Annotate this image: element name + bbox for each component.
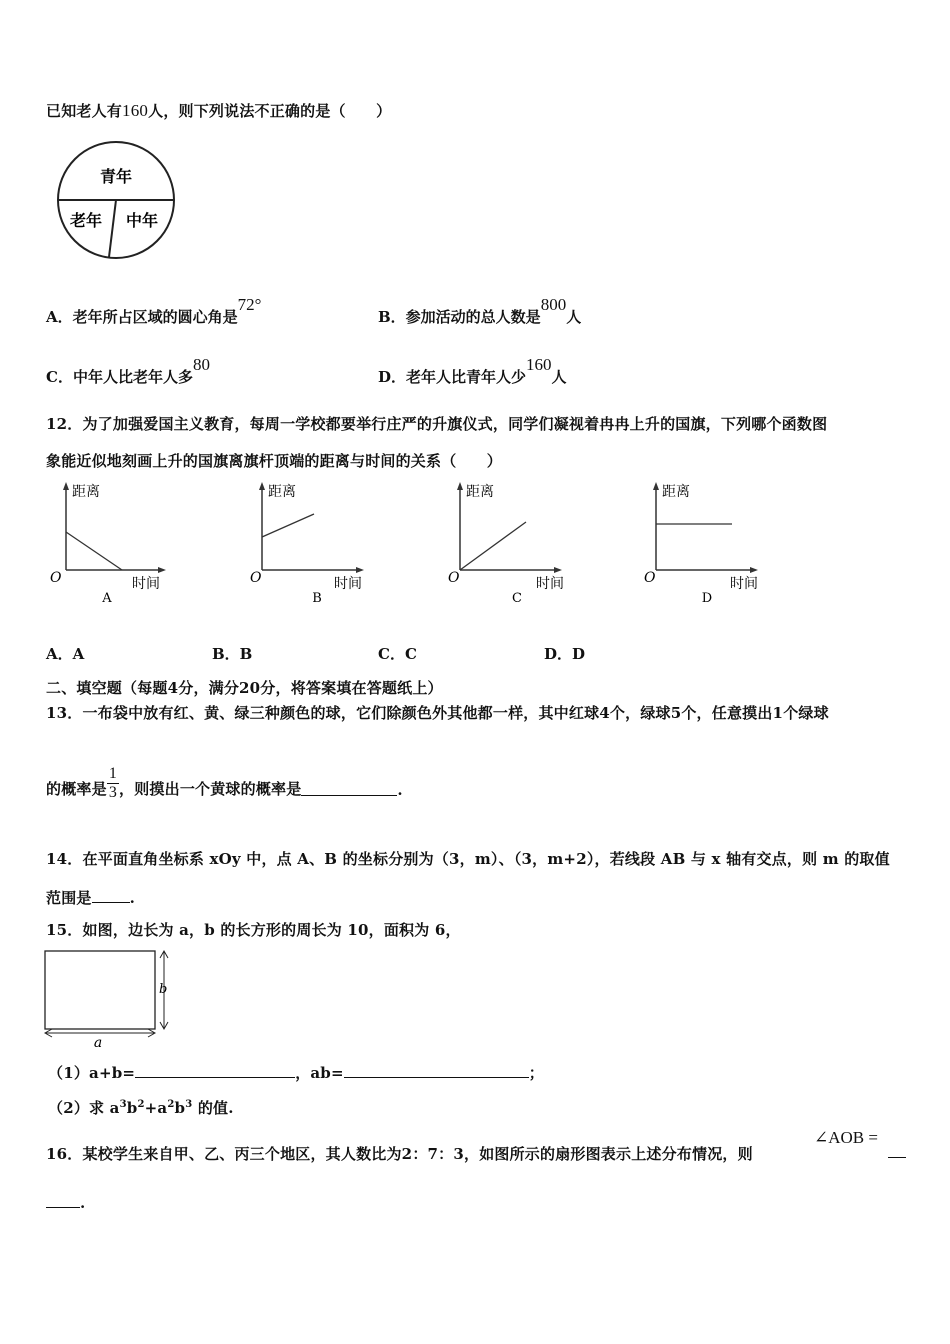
graph-d-xlabel: 时间 bbox=[730, 576, 758, 592]
graph-a-origin: O bbox=[50, 570, 62, 586]
q14-stem-line2: 范围是 . bbox=[46, 889, 136, 907]
graph-a-line bbox=[66, 532, 122, 570]
q16-answer-line: . bbox=[46, 1193, 85, 1212]
pie-divider-vertical bbox=[109, 200, 116, 257]
graph-b-caption: B bbox=[312, 591, 322, 606]
q12-option-c: C．C bbox=[378, 645, 417, 663]
q14-answer-blank[interactable] bbox=[92, 888, 130, 903]
q15-sum-blank[interactable] bbox=[135, 1063, 295, 1078]
graph-c-caption: C bbox=[512, 591, 522, 606]
q12-stem-line2: 象能近似地刻画上升的国旗离旗杆顶端的距离与时间的关系（ ） bbox=[46, 452, 503, 470]
rectangle bbox=[45, 951, 155, 1029]
q15-rectangle-figure bbox=[42, 948, 177, 1048]
graph-b-line bbox=[262, 514, 314, 537]
q11-option-a: A．老年所占区域的圆心角是72° bbox=[46, 295, 262, 326]
graph-a-caption: A bbox=[102, 591, 112, 606]
q15-stem: 15．如图，边长为 a，b 的长方形的周长为 10，面积为 6， bbox=[46, 921, 461, 939]
graph-c-ylabel: 距离 bbox=[466, 484, 494, 500]
pie-label-old: 老年 bbox=[69, 211, 103, 230]
q11-pie-chart bbox=[54, 140, 179, 260]
graph-c-origin: O bbox=[448, 570, 460, 586]
graph-b-xlabel: 时间 bbox=[334, 576, 362, 592]
graph-a-ylabel: 距离 bbox=[72, 484, 100, 500]
q12-option-b: B．B bbox=[212, 645, 253, 663]
q16-stem: 16．某校学生来自甲、乙、丙三个地区，其人数比为2：7：3，如图所示的扇形图表示上述分布情况，则 bbox=[46, 1145, 753, 1163]
graph-d-origin: O bbox=[644, 570, 656, 586]
pie-label-young: 青年 bbox=[99, 167, 133, 186]
graph-b-origin: O bbox=[250, 570, 262, 586]
q12-graph-c bbox=[440, 480, 580, 608]
q13-fraction: $\frac{1}{3}$ bbox=[108, 765, 118, 801]
q11-option-c: C．中年人比老年人多80 bbox=[46, 355, 210, 386]
q16-angle-expression: ∠AOB = bbox=[814, 1128, 878, 1147]
label-b: b bbox=[159, 982, 168, 997]
graph-d-caption: D bbox=[701, 591, 713, 606]
q16-answer-blank-part2[interactable] bbox=[46, 1193, 80, 1208]
pie-label-middle: 中年 bbox=[125, 211, 159, 230]
graph-a-xlabel: 时间 bbox=[132, 576, 160, 592]
q12-graph-d bbox=[636, 480, 776, 608]
q13-stem-line2: 的概率是 $\frac{1}{3}$ ，则摸出一个黄球的概率是 . bbox=[46, 765, 403, 801]
q12-graph-a bbox=[44, 480, 184, 608]
graph-c-xlabel: 时间 bbox=[536, 576, 564, 592]
q15-part1: （1）a+b= ，ab= ； bbox=[48, 1064, 544, 1082]
q11-option-d: D．老年人比青年人少160人 bbox=[378, 355, 567, 386]
q11-option-b: B．参加活动的总人数是800人 bbox=[378, 295, 582, 326]
graph-c-line bbox=[460, 522, 526, 570]
q12-option-a: A．A bbox=[46, 645, 85, 663]
q16-answer-blank-part1[interactable] bbox=[888, 1143, 906, 1158]
q14-stem-line1: 14．在平面直角坐标系 xOy 中，点 A、B 的坐标分别为（3，m）、（3，m+2），若线段 AB 与 x 轴有交点，则 m 的取值 bbox=[46, 850, 890, 868]
section-heading-fill-blank: 二、填空题（每题4分，满分20分，将答案填在答题纸上） bbox=[46, 679, 443, 697]
label-a: a bbox=[93, 1035, 103, 1048]
q13-stem-line1: 13．一布袋中放有红、黄、绿三种颜色的球，它们除颜色外其他都一样，其中红球4个，绿球5个，任意摸出1个绿球 bbox=[46, 704, 829, 722]
q12-stem-line1: 12．为了加强爱国主义教育，每周一学校都要举行庄严的升旗仪式，同学们凝视着冉冉上升的国旗，下列哪个函数图 bbox=[46, 415, 828, 433]
q12-graph-b bbox=[242, 480, 382, 608]
q11-stem: 已知老人有160人，则下列说法不正确的是（ ） bbox=[46, 101, 392, 120]
graph-b-ylabel: 距离 bbox=[268, 484, 296, 500]
q13-answer-blank[interactable] bbox=[301, 781, 397, 796]
q12-option-d: D．D bbox=[544, 645, 586, 663]
graph-d-ylabel: 距离 bbox=[662, 484, 690, 500]
q15-product-blank[interactable] bbox=[344, 1063, 529, 1078]
q15-part2: （2）求 $a^3b^2+a^2b^3$ 的值. bbox=[48, 1099, 234, 1117]
